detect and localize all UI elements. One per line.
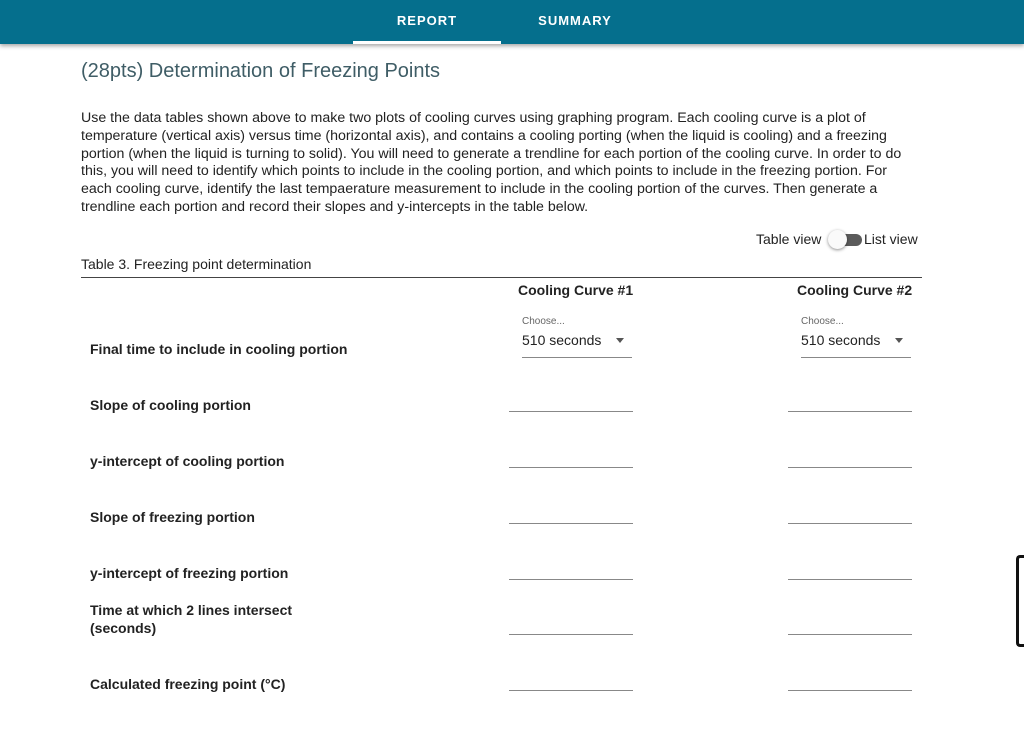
side-panel-tab[interactable] xyxy=(1016,555,1024,647)
tab-report[interactable]: REPORT xyxy=(396,13,458,28)
final-time-select-curve-1[interactable] xyxy=(522,316,632,358)
instructions-text: Use the data tables shown above to make two plots of cooling curves using graphing program. Each cooling curve is a plot of temperature (vertical axis) versus time (horizontal axis), and contains a cooling porting (when the liquid is cooling) and a freezing portion (when the liquid is turning to solid). You will need to generate a trendline for each portion of the cooling curve. In order to do this, you will need to identify which points to include in the cooling portion, and which points to include in the freezing portion. For each cooling curve, identify the last tempaerature measurement to include in the cooling portion of the curves. Then generate a trendline each portion and record their slopes and y-intercepts in the table below. xyxy=(81,110,902,215)
row-label-intercept-cooling: y-intercept of cooling portion xyxy=(90,453,285,469)
slope-cooling-input-curve-2[interactable] xyxy=(788,386,912,412)
row-label-intersect-time: Time at which 2 lines intersect (seconds) xyxy=(90,602,293,636)
row-label-final-time: Final time to include in cooling portion xyxy=(90,341,348,357)
top-nav-bar xyxy=(0,0,1024,44)
slope-freezing-input-curve-2[interactable] xyxy=(788,498,912,524)
column-header-cooling-curve-1: Cooling Curve #1 xyxy=(518,282,634,298)
active-tab-indicator xyxy=(353,41,501,44)
row-label-freezing-point: Calculated freezing point (°C) xyxy=(90,676,286,692)
intersect-time-input-curve-2[interactable] xyxy=(788,609,912,635)
intersect-time-input-curve-1[interactable] xyxy=(509,609,633,635)
tab-summary[interactable]: SUMMARY xyxy=(538,13,612,28)
caret-down-icon xyxy=(616,338,624,343)
select-hint: Choose... xyxy=(522,316,565,327)
table-top-rule xyxy=(81,277,922,278)
select-hint: Choose... xyxy=(801,316,844,327)
section-title: (28pts) Determination of Freezing Points xyxy=(81,60,441,82)
slope-freezing-input-curve-1[interactable] xyxy=(509,498,633,524)
caret-down-icon xyxy=(895,338,903,343)
list-view-label: List view xyxy=(864,231,918,247)
toggle-knob xyxy=(828,230,847,249)
row-label-slope-freezing: Slope of freezing portion xyxy=(90,509,255,525)
freezing-point-input-curve-1[interactable] xyxy=(509,665,633,691)
view-toggle-switch[interactable] xyxy=(828,231,864,247)
intercept-cooling-input-curve-2[interactable] xyxy=(788,442,912,468)
table-caption: Table 3. Freezing point determination xyxy=(81,256,312,272)
intercept-freezing-input-curve-2[interactable] xyxy=(788,554,912,580)
row-label-slope-cooling: Slope of cooling portion xyxy=(90,397,251,413)
select-value: 510 seconds xyxy=(522,332,602,348)
table-view-label: Table view xyxy=(756,231,822,247)
slope-cooling-input-curve-1[interactable] xyxy=(509,386,633,412)
intercept-freezing-input-curve-1[interactable] xyxy=(509,554,633,580)
column-header-cooling-curve-2: Cooling Curve #2 xyxy=(797,282,913,298)
freezing-point-input-curve-2[interactable] xyxy=(788,665,912,691)
row-label-intercept-freezing: y-intercept of freezing portion xyxy=(90,565,289,581)
select-value: 510 seconds xyxy=(801,332,881,348)
intercept-cooling-input-curve-1[interactable] xyxy=(509,442,633,468)
final-time-select-curve-2[interactable] xyxy=(801,316,911,358)
